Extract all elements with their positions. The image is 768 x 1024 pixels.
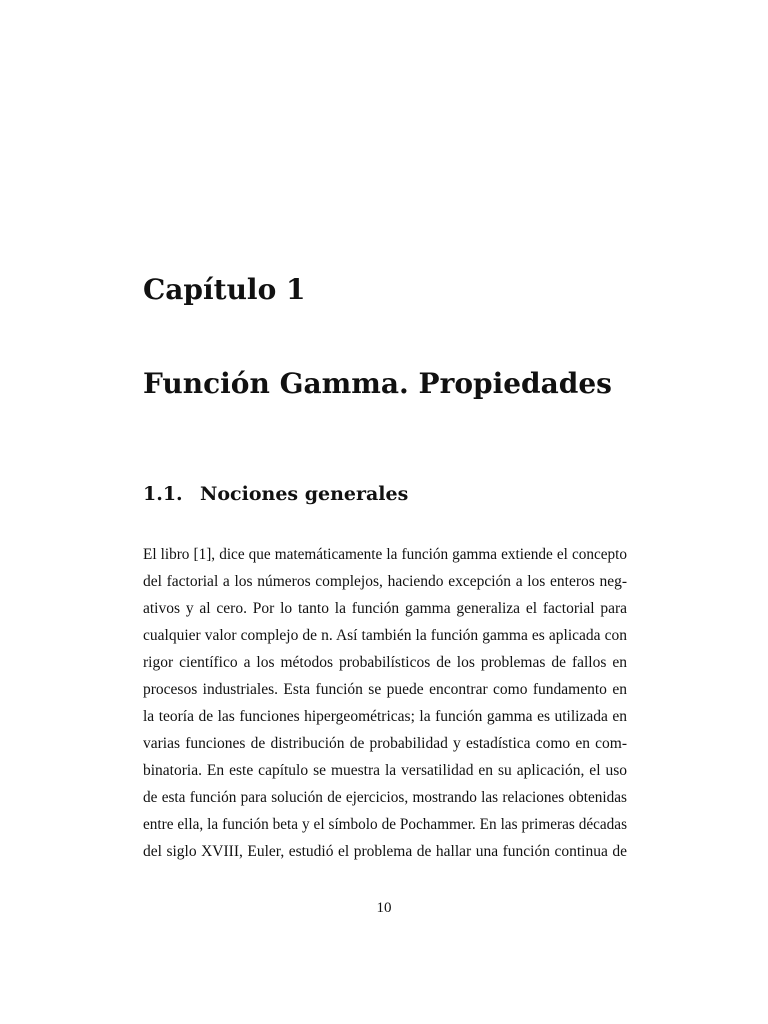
body-line: la teoría de las funciones hipergeométricas; la función gamma es utilizada en: [143, 708, 627, 725]
section-number: 1.1.: [143, 483, 183, 505]
body-line: entre ella, la función beta y el símbolo de Pochammer. En las primeras décadas: [143, 816, 627, 833]
body-line: rigor científico a los métodos probabilísticos de los problemas de fallos en: [143, 654, 627, 671]
chapter-title: Función Gamma. Propiedades: [143, 367, 612, 400]
body-line: de esta función para solución de ejercicios, mostrando las relaciones obtenidas: [143, 789, 627, 806]
section-heading: [143, 480, 408, 508]
body-line: varias funciones de distribución de probabilidad y estadística como en com-: [143, 735, 627, 752]
body-line: ativos y al cero. Por lo tanto la función gamma generaliza el factorial para: [143, 600, 627, 617]
body-line: binatoria. En este capítulo se muestra la versatilidad en su aplicación, el uso: [143, 762, 627, 779]
section-title: Nociones generales: [200, 483, 409, 505]
chapter-label: Capítulo 1: [143, 273, 306, 306]
page-number: 10: [376, 900, 392, 916]
body-line: El libro [1], dice que matemáticamente la función gamma extiende el concepto: [143, 546, 627, 563]
body-line: del siglo XVIII, Euler, estudió el problema de hallar una función continua de: [143, 843, 627, 860]
body-line: del factorial a los números complejos, haciendo excepción a los enteros neg-: [143, 573, 627, 590]
body-paragraph: [143, 541, 627, 865]
body-line: cualquier valor complejo de n. Así también la función gamma es aplicada con: [143, 627, 627, 644]
body-line: procesos industriales. Esta función se puede encontrar como fundamento en: [143, 681, 627, 698]
